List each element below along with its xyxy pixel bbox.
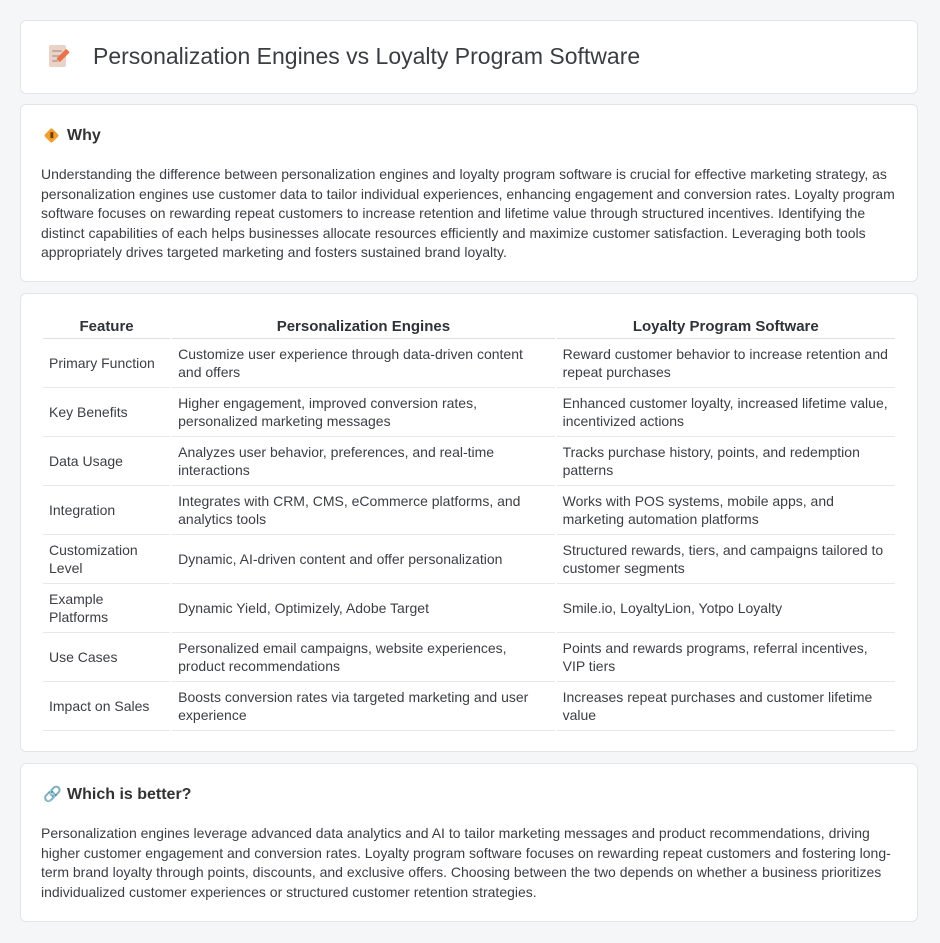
table-header-row — [43, 314, 895, 339]
row-feature: Example Platforms — [43, 584, 170, 633]
row-personalization-value: Boosts conversion rates via targeted marketing and user experience — [172, 682, 554, 731]
row-feature: Customization Level — [43, 535, 170, 584]
row-loyalty-value: Increases repeat purchases and customer lifetime value — [557, 682, 895, 731]
row-loyalty-value: Enhanced customer loyalty, increased lifetime value, incentivized actions — [557, 388, 895, 437]
why-text: Understanding the difference between personalization engines and loyalty program software is crucial for effective marketing strategy, as personalization engines use customer data to tailor individual experiences, enhancing engagement and conversion rates. Loyalty program software focuses on rewarding repeat customers to increase retention and lifetime value through structured incentives. Identifying the distinct capabilities of each helps businesses allocate resources efficiently and maximize customer satisfaction. Leveraging both tools appropriately drives targeted marketing and fosters sustained brand loyalty. — [41, 166, 895, 261]
which-is-better-card — [20, 763, 918, 922]
row-personalization-value: Personalized email campaigns, website experiences, product recommendations — [172, 633, 554, 682]
row-loyalty-value: Reward customer behavior to increase retention and repeat purchases — [557, 339, 895, 388]
table-row — [43, 633, 895, 682]
table-row — [43, 388, 895, 437]
table-row — [43, 437, 895, 486]
header-personalization-engines: Personalization Engines — [172, 314, 554, 339]
row-feature: Impact on Sales — [43, 682, 170, 731]
table-row — [43, 535, 895, 584]
better-text: Personalization engines leverage advanced data analytics and AI to tailor marketing messages and product recommendations, driving higher customer engagement and conversion rates. Loyalty program software focuses on rewarding repeat customers and fostering long-term brand loyalty through points, discounts, and exclusive offers. Choosing between the two depends on whether a business prioritizes individualized customer experiences or structured customer retention strategies. — [41, 825, 891, 900]
header-loyalty-program-software: Loyalty Program Software — [557, 314, 895, 339]
row-feature: Integration — [43, 486, 170, 535]
row-personalization-value: Dynamic, AI-driven content and offer personalization — [172, 535, 554, 584]
link-icon: 🔗 — [43, 786, 62, 803]
row-loyalty-value: Tracks purchase history, points, and redemption patterns — [557, 437, 895, 486]
why-card — [20, 104, 918, 282]
row-feature: Key Benefits — [43, 388, 170, 437]
better-heading: Which is better? — [67, 786, 192, 803]
comparison-table — [41, 314, 897, 731]
table-row — [43, 682, 895, 731]
row-loyalty-value: Points and rewards programs, referral incentives, VIP tiers — [557, 633, 895, 682]
row-feature: Use Cases — [43, 633, 170, 682]
row-personalization-value: Dynamic Yield, Optimizely, Adobe Target — [172, 584, 554, 633]
row-personalization-value: Integrates with CRM, CMS, eCommerce platforms, and analytics tools — [172, 486, 554, 535]
diamond-warning-icon — [43, 127, 61, 145]
row-loyalty-value: Structured rewards, tiers, and campaigns tailored to customer segments — [557, 535, 895, 584]
row-personalization-value: Analyzes user behavior, preferences, and real-time interactions — [172, 437, 554, 486]
row-personalization-value: Customize user experience through data-driven content and offers — [172, 339, 554, 388]
header-feature: Feature — [43, 314, 170, 339]
row-loyalty-value: Works with POS systems, mobile apps, and marketing automation platforms — [557, 486, 895, 535]
row-personalization-value: Higher engagement, improved conversion rates, personalized marketing messages — [172, 388, 554, 437]
document-edit-icon — [47, 44, 71, 70]
title-card — [20, 20, 918, 94]
row-loyalty-value: Smile.io, LoyaltyLion, Yotpo Loyalty — [557, 584, 895, 633]
table-row — [43, 339, 895, 388]
row-feature: Data Usage — [43, 437, 170, 486]
better-heading-row — [43, 786, 191, 804]
title-row — [47, 43, 640, 70]
page-title: Personalization Engines vs Loyalty Program Software — [93, 43, 641, 69]
comparison-card — [20, 293, 918, 752]
table-row — [43, 486, 895, 535]
row-feature: Primary Function — [43, 339, 170, 388]
table-row — [43, 584, 895, 633]
why-heading: Why — [67, 127, 101, 144]
why-heading-row — [43, 127, 101, 145]
